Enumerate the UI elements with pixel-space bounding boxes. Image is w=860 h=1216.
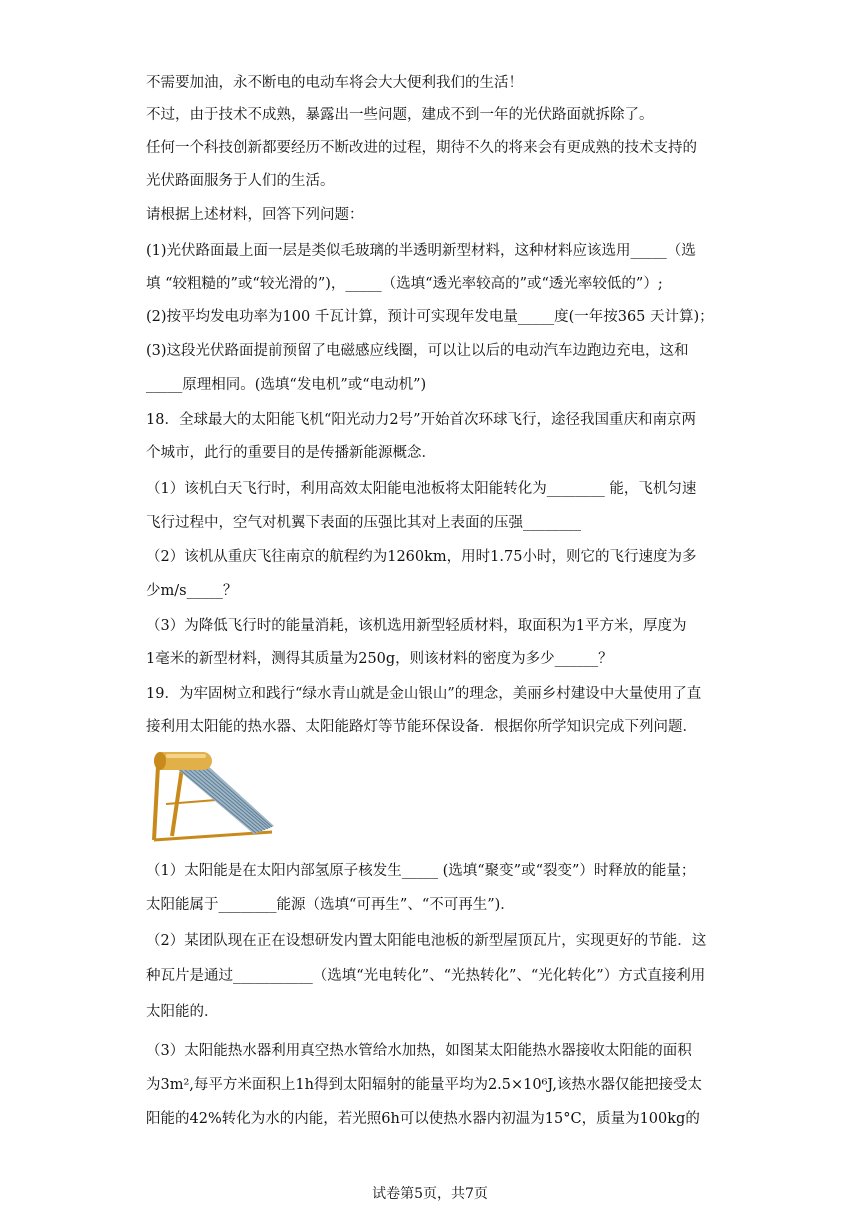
question-18-2: （2）该机从重庆飞往南京的航程约为1260km，用时1.75小时，则它的飞行速度为多 — [146, 549, 697, 565]
text-line: 请根据上述材料，回答下列问题： — [146, 207, 364, 223]
text-line: 阳能的42%转化为水的内能，若光照6h可以使热水器内初温为15°C，质量为100kg的 — [146, 1111, 700, 1127]
text-line: 太阳能的． — [146, 1004, 219, 1020]
question-17-1: (1)光伏路面最上面一层是类似毛玻璃的半透明新型材料，这种材料应该选用_____（选 — [146, 243, 696, 259]
text-line: 任何一个科技创新都要经历不断改进的过程，期待不久的将来会有更成熟的技术支持的 — [146, 140, 697, 156]
text-line: 少m/s_____？ — [146, 583, 238, 599]
text-line: 不过，由于技术不成熟，暴露出一些问题，建成不到一年的光伏路面就拆除了。 — [146, 107, 654, 123]
question-19-2: （2）某团队现在正在设想研发内置太阳能电池板的新型屋顶瓦片，实现更好的节能．这 — [146, 933, 707, 949]
text-line: 个城市，此行的重要目的是传播新能源概念． — [146, 445, 436, 461]
question-17-2: (2)按平均发电功率为100 千瓦计算，预计可实现年发电量_____度(一年按365 天计算)； — [146, 309, 714, 325]
text-line: 填 “较粗糙的”或“较光滑的”)，_____（选填“透光率较高的”或“透光率较低的”）; — [146, 276, 663, 292]
question-18-1: （1）该机白天飞行时，利用高效太阳能电池板将太阳能转化为________ 能，飞机匀速 — [146, 481, 697, 497]
question-19: 19．为牢固树立和践行“绿水青山就是金山银山”的理念，美丽乡村建设中大量使用了直 — [146, 686, 702, 702]
page-footer: 试卷第5页，共7页 — [372, 1186, 488, 1202]
text-line: 接利用太阳能的热水器、太阳能路灯等节能环保设备．根据你所学知识完成下列问题． — [146, 719, 697, 735]
question-18: 18．全球最大的太阳能飞机“阳光动力2号”开始首次环球飞行，途径我国重庆和南京两 — [146, 412, 696, 428]
question-19-3: （3）太阳能热水器利用真空热水管给水加热，如图某太阳能热水器接收太阳能的面积 — [146, 1043, 692, 1059]
question-19-1: （1）太阳能是在太阳内部氢原子核发生_____ (选填“聚变”或“裂变”）时释放的能量； — [146, 863, 696, 879]
text-line: 不需要加油，永不断电的电动车将会大大便利我们的生活！ — [146, 75, 523, 91]
question-18-3: （3）为降低飞行时的能量消耗，该机选用新型轻质材料，取面积为1平方米，厚度为 — [146, 618, 687, 634]
text-line: 飞行过程中，空气对机翼下表面的压强比其对上表面的压强________ — [146, 515, 581, 531]
solar-water-heater-icon — [146, 744, 278, 848]
text-line: _____原理相同。(选填“发电机”或“电动机”) — [146, 377, 427, 393]
text-line: 种瓦片是通过___________（选填“光电转化”、“光热转化”、“光化转化”）方式直接利用 — [146, 968, 706, 984]
text-line: 为3m²,每平方米面积上1h得到太阳辐射的能量平均为2.5×10⁶J,该热水器仅能把接受太 — [146, 1077, 703, 1093]
text-line: 光伏路面服务于人们的生活。 — [146, 173, 335, 189]
text-line: 太阳能属于________能源（选填“可再生”、“不可再生”)． — [146, 897, 515, 913]
text-line: 1毫米的新型材料，测得其质量为250g，则该材料的密度为多少______？ — [146, 651, 613, 667]
question-17-3: (3)这段光伏路面提前预留了电磁感应线圈，可以让以后的电动汽车边跑边充电，这和 — [146, 343, 689, 359]
